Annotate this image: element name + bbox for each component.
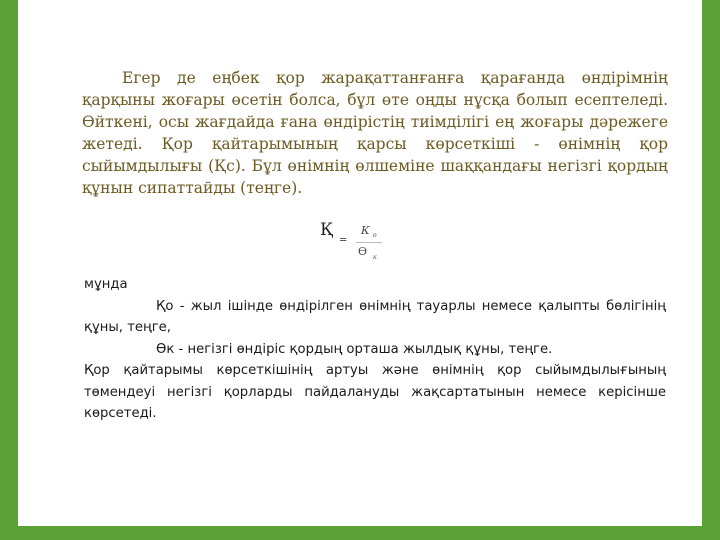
formula-equals: = [339,235,348,246]
formula-denominator-subscript: к [373,254,377,261]
left-green-border [0,0,18,540]
qo-definition: Қо - жыл ішінде өндірілген өнімнің тауарлы немесе қалыпты бөлігінің құны, теңге, [84,298,666,335]
munda-label: мұнда [84,277,128,292]
ok-definition: Өк - негізгі өндіріс қордың орташа жылдық құны, теңге. [156,341,553,357]
bottom-green-border [0,526,720,540]
formula-lhs: Қ [320,220,334,240]
formula-numerator-subscript: о [373,232,377,239]
definitions-block [84,274,666,425]
conclusion-paragraph: Қор қайтарымы көрсеткішінің артуы және өнімнің қор сыйымдылығының төмендеуі негізгі қорларды пайдалануды жақсартатынын немесе керісінше көрсетеді. [84,363,666,421]
right-green-border [702,0,720,540]
fraction-line [356,242,382,243]
formula-denominator: Ө [358,245,368,258]
intro-paragraph: Егер де еңбек қор жарақаттанғанға қарағанда өндірімнің қарқыны жоғары өсетін болса, бұл өте оңды нұсқа болып есептеледі. Өйткені, осы жағдайда ғана өндірістің тиімділігі ең жоғары дәрежеге жетеді. Қор қайтарымының қарсы көрсеткіші - өнімнің қор сыйымдылығы (Қс). Бұл өнімнің өлшеміне шаққандағы негізгі қордың құнын сипаттайды (теңге). [82,69,668,197]
capital-intensity-formula [320,218,400,268]
formula-numerator: К [361,224,370,237]
